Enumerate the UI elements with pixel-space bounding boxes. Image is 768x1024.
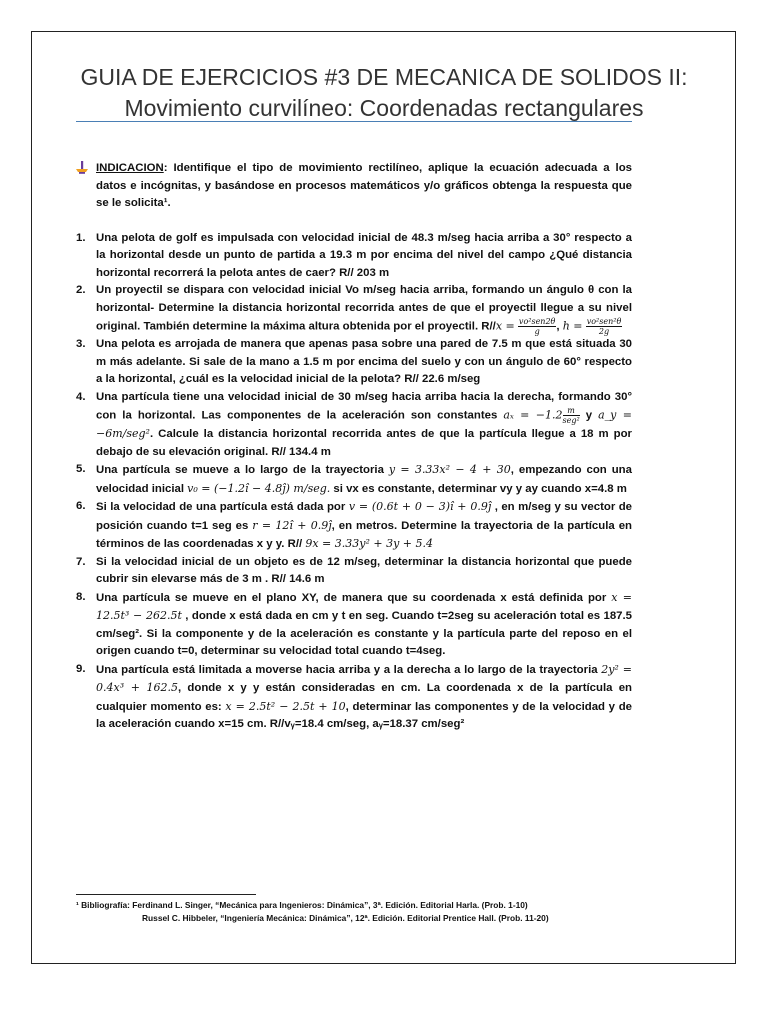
- problem-item: [76, 498, 632, 554]
- problem-text: Una partícula tiene una velocidad inicial de 30 m/seg hacia arriba hacia la derecha, formando 30° con la horizontal. Las componentes de la aceleración son constantes: [96, 390, 632, 422]
- fraction-denominator: seg²: [562, 416, 580, 426]
- problem-item: [76, 589, 632, 661]
- problem-text: Una partícula se mueve a lo largo de la trayectoria: [96, 464, 384, 477]
- equation: x = 2.5t² − 2.5t + 10: [225, 699, 346, 713]
- problem-text: , determinar las componentes y de la velocidad y de la aceleración cuando x=15 cm. R//vᵧ=18.4 cm/seg, aᵧ=18.37 cm/seg²: [96, 700, 632, 731]
- footnote-line-1: ¹ Bibliografía: Ferdinand L. Singer, “Mecánica para Ingenieros: Dinámica”, 3ª. Edición. Editorial Harla. (Prob. 1-10): [76, 900, 528, 910]
- equation: a_y = −6m/seg²: [96, 408, 632, 441]
- problem-item: [76, 661, 632, 734]
- problem-item: 2. Un proyectil se dispara con velocidad inicial Vo m/seg hacia arriba, formando un ángulo θ con la horizontal- Determine la distancia horizontal recorrida antes de que el proyectil llegue a su nivel original. También determine la máxima altura obtenida por el proyectil. R//x = $\frac{\text{vo²sen2θ}}{g}$ , h = $\frac{\text{vo²sen²θ}}{2g}$: [76, 284, 632, 336]
- bookmark-pin-icon: [76, 161, 88, 175]
- title-line-1: GUIA DE EJERCICIOS #3 DE MECANICA DE SOLIDOS II:: [80, 64, 688, 90]
- problem-text: Una pelota de golf es impulsada con velocidad inicial de 48.3 m/seg hacia arriba a 30° respecto a la horizontal desde un punto de partida a 19.3 m por encima del nivel del campo ¿Qué distancia horizontal recorrerá la pelota antes de caer? R// 203 m: [96, 231, 632, 279]
- indication-text: : Identifique el tipo de movimiento rectilíneo, aplique la ecuación adecuada a los datos e incógnitas, y basándose en procesos matemáticos y/o gráficos obtenga la respuesta que se le solicita¹.: [96, 162, 632, 209]
- problem-text: y: [585, 409, 593, 422]
- problem-item: [76, 461, 632, 498]
- equation: r = 12î + 0.9ĵ: [252, 518, 332, 532]
- footnote-line-2: Russel C. Hibbeler, “Ingeniería Mecánica: Dinámica”, 12ª. Edición. Editorial Prentice Hall. (Prob. 11-20): [142, 913, 549, 923]
- fraction-numerator: vo²sen2θ: [518, 317, 556, 326]
- problem-list: [76, 230, 632, 734]
- problem-number: 4.: [76, 390, 86, 403]
- footnote-separator: [76, 894, 256, 895]
- problem-text: Una partícula se mueve en el plano XY, de manera que su coordenada x está definida por: [96, 591, 607, 604]
- problem-text: , donde x está dada en cm y t en seg. Cuando t=2seg su aceleración total es 187.5 cm/seg². Si la componente y de la aceleración es constante y la partícula parte del reposo en el origen cuando t=0, determinar su velocidad total cuando t=4seg.: [96, 610, 632, 658]
- equation: v = (0.6t + 0 − 3)î + 0.9ĵ: [348, 500, 492, 514]
- problem-text: , empezando con una velocidad inicial: [96, 464, 632, 495]
- problem-number: 6.: [76, 500, 86, 513]
- equation: 9x = 3.33y² + 3y + 5.4: [305, 537, 433, 551]
- problem-number: 5.: [76, 463, 86, 476]
- problem-item: [76, 336, 632, 389]
- problem-item: [76, 230, 632, 283]
- equation: aₓ = −1.2: [503, 408, 563, 422]
- problem-number: 9.: [76, 662, 86, 675]
- problem-text: Una pelota es arrojada de manera que apenas pasa sobre una pared de 7.5 m que está situada 30 m más adelante. Si sale de la mano a 1.5 m por encima del suelo y con un ángulo de 60° respecto a la horizontal, ¿cuál es la velocidad inicial de la pelota? R// 22.6 m/seg: [96, 338, 632, 386]
- equation: 2y² = 0.4x³ + 162.5: [96, 662, 632, 695]
- fraction: [518, 317, 556, 336]
- document-body: [76, 160, 632, 734]
- problem-number: 3.: [76, 338, 86, 351]
- equation: y = 3.33x² − 4 + 30: [388, 463, 511, 477]
- problem-text: , donde x y y están consideradas en cm. La coordenada x de la partícula en cualquier momento es:: [96, 682, 633, 713]
- page-title: [0, 62, 768, 124]
- problem-item: [76, 554, 632, 589]
- fraction-denominator: 2g: [598, 327, 610, 336]
- problem-number: 1.: [76, 231, 86, 244]
- problem-text: . Calcule la distancia horizontal recorrida antes de que la partícula llegue a 18 m por debajo de su elevación original. R// 134.4 m: [96, 428, 632, 458]
- equation: h =: [562, 319, 583, 333]
- problem-text: Si la velocidad de una partícula está dada por: [96, 501, 346, 514]
- fraction: [586, 317, 623, 336]
- equation: x =: [495, 319, 515, 333]
- equation: v₀ = (−1.2î − 4.8ĵ) m/seg.: [187, 481, 331, 495]
- problem-text: Si la velocidad inicial de un objeto es de 12 m/seg, determinar la distancia horizontal que puede cubrir sin elevarse más de 3 m . R// 14.6 m: [96, 555, 632, 586]
- problem-text: , en m/seg y su vector de posición cuando t=1 seg es: [96, 501, 633, 532]
- fraction-denominator: g: [534, 327, 540, 336]
- title-underline: [76, 121, 632, 122]
- indication-paragraph: [76, 160, 632, 213]
- fraction-numerator: vo²sen²θ: [586, 317, 622, 326]
- problem-item: [76, 389, 632, 462]
- footnote: [76, 899, 656, 925]
- problem-number: 7.: [76, 555, 86, 568]
- indication-label: INDICACION: [96, 162, 164, 174]
- problem-text: Un proyectil se dispara con velocidad inicial Vo m/seg hacia arriba, formando un ángulo θ con la horizontal- Determine la distancia horizontal recorrida antes de que el proyectil llegue a su nivel original. También determine la máxima altura obtenida por el proyectil. R//: [96, 284, 632, 333]
- fraction-numerator: m: [563, 406, 580, 416]
- fraction: [563, 406, 580, 425]
- equation: x = 12.5t³ − 262.5t: [96, 590, 632, 623]
- problem-text: , en metros. Determine la trayectoria de la partícula en términos de las coordenadas x y y. R//: [96, 519, 632, 551]
- problem-number: 8.: [76, 590, 86, 603]
- problem-text: Una partícula está limitada a moverse hacia arriba y a la derecha a lo largo de la trayectoria: [96, 663, 598, 676]
- title-line-2: Movimiento curvilíneo: Coordenadas rectangulares: [124, 95, 644, 121]
- problem-number: 2.: [76, 284, 86, 296]
- problem-text: si vx es constante, determinar vy y ay cuando x=4.8 m: [330, 482, 627, 495]
